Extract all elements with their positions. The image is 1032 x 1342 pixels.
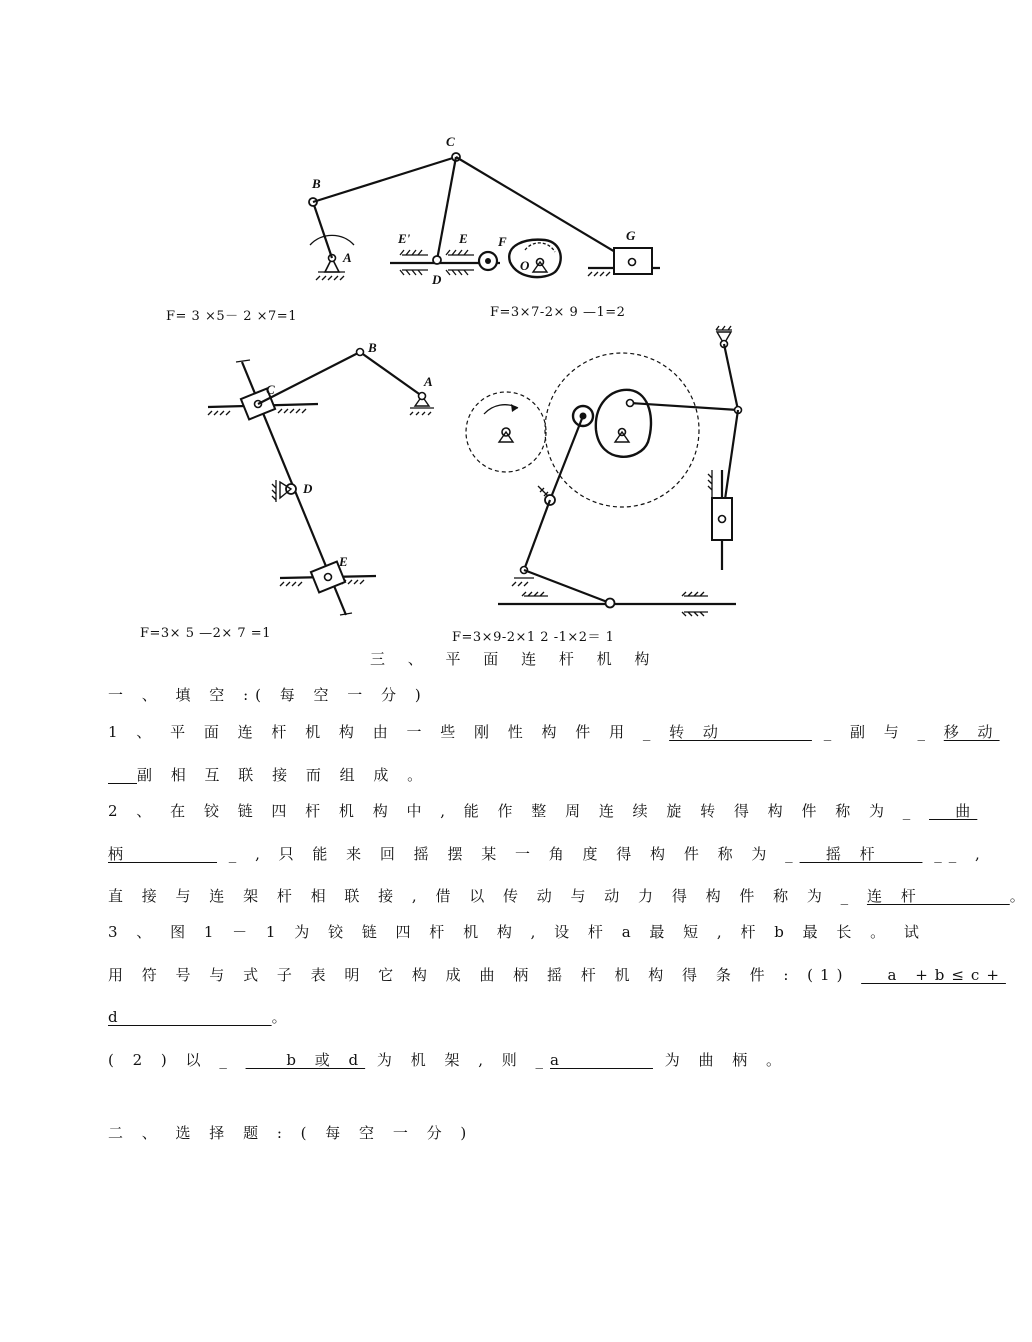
part2-title: 二 、 选 择 题 : ( 每 空 一 分 ) [108, 1124, 474, 1142]
q2-answer1a: _ 曲 [929, 802, 978, 820]
q1-line1: 1 、 平 面 连 杆 机 构 由 一 些 刚 性 构 件 用 _ 转 动______ _ 副 与 _ 移 动 [108, 723, 1000, 741]
figure-top-mechanism [0, 0, 950, 300]
formula-fig3: F=3× 5 —2× 7 =1 [140, 626, 271, 641]
label-f: F [498, 234, 507, 249]
label-e-prime: E' [398, 231, 411, 246]
q1-answer2: 移 动 [943, 723, 1000, 741]
q2-answer2: _ 摇 杆 __ [799, 845, 923, 863]
q2-line1: 2 、 在 铰 链 四 杆 机 构 中 , 能 作 整 周 连 续 旋 转 得 构 件 称 为 _ _ 曲 [108, 802, 978, 820]
q3-line1: 3 、 图 1 － 1 为 铰 链 四 杆 机 构 , 设 杆 a 最 短 , 杆 b 最 长 。 试 [108, 923, 926, 941]
q2-line3: 直 接 与 连 架 杆 相 联 接 , 借 以 传 动 与 动 力 得 构 件 称 为 _ 连 杆______。 [108, 887, 1032, 905]
label-g: G [626, 228, 636, 243]
label-d: D [432, 272, 442, 287]
formula-fig1: F= 3 ×5－ 2 ×7=1 [166, 309, 297, 324]
section-title: 三 、 平 面 连 杆 机 构 [370, 650, 659, 668]
label-a: A [343, 250, 352, 265]
label-e: E [459, 231, 468, 246]
q3-answer-b: d__________________ [108, 1008, 272, 1026]
q2-answer3: 连 杆______ [866, 887, 1010, 905]
label-fig3-a: A [424, 374, 433, 389]
q3-line3: d__________________。 [108, 1008, 288, 1026]
q1-answer1: 转 动______ [669, 723, 812, 741]
figure-gear-cam-mechanism [0, 320, 950, 640]
label-c: C [446, 134, 455, 149]
label-fig3-b: B [368, 340, 377, 355]
q3-line4: ( 2 ) 以 _ __ b 或 d 为 机 架 , 则 _a______ 为 曲 柄 。 [108, 1051, 789, 1069]
q1-line2: __副 相 互 联 接 而 组 成 。 [108, 766, 430, 784]
part1-title: 一 、 填 空 :( 每 空 一 分 ) [108, 686, 428, 704]
q3-line2: 用 符 号 与 式 子 表 明 它 构 成 曲 柄 摇 杆 机 构 得 条 件 : (1) _ a +b≤c+ [108, 966, 1006, 984]
q2-answer1b: 柄______ [108, 845, 218, 863]
label-fig3-e: E [339, 554, 348, 569]
label-fig3-c: C [266, 382, 275, 397]
label-o: O [520, 258, 530, 273]
q2-line2: 柄______ _ , 只 能 来 回 摇 摆 某 一 角 度 得 构 件 称 为 __ 摇 杆 __ __ , [108, 845, 987, 863]
formula-fig2: F=3×7-2× 9 —1=2 [490, 305, 626, 320]
formula-fig4: F=3×9-2×1 2 -1×2＝ 1 [452, 630, 615, 645]
label-b: B [312, 176, 321, 191]
q3-answer-d: a______ [550, 1051, 653, 1069]
q3-answer-c: __ b 或 d [245, 1051, 366, 1069]
label-fig3-d: D [303, 481, 313, 496]
q3-answer-a: _ a +b≤c+ [861, 966, 1006, 984]
